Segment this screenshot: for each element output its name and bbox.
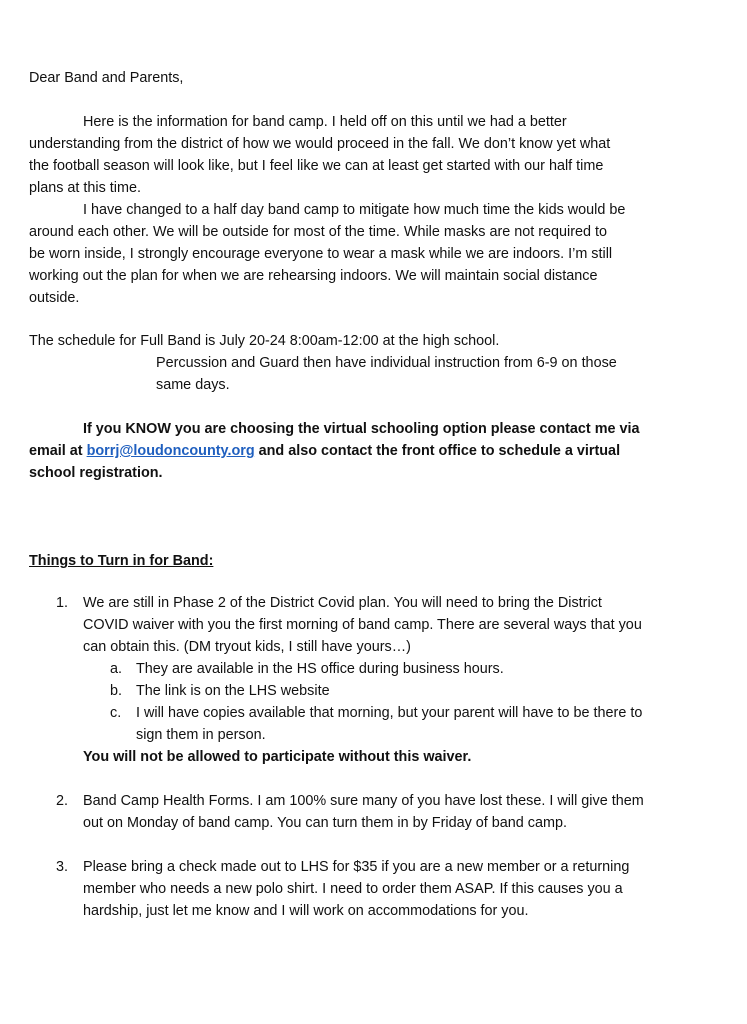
things-heading: Things to Turn in for Band: [29, 553, 214, 569]
subitem-c-line-1: I will have copies available that morning, but your parent will have to be there to [136, 705, 643, 721]
item-2-number: 2. [56, 793, 69, 809]
subitem-c-line-2: sign them in person. [136, 727, 266, 743]
waiver-note: You will not be allowed to participate without this waiver. [83, 749, 472, 765]
paragraph-1-line-1: Here is the information for band camp. I held off on this until we had a better [83, 114, 567, 130]
subitem-b-line-1: The link is on the LHS website [136, 683, 330, 699]
subitem-c-letter: c. [110, 705, 122, 721]
paragraph-2-line-4: working out the plan for when we are rehearsing indoors. We will maintain social distance [29, 268, 598, 284]
item-3-line-3: hardship, just let me know and I will work on accommodations for you. [83, 903, 529, 919]
item-1-number: 1. [56, 595, 69, 611]
paragraph-1-line-4: plans at this time. [29, 180, 141, 196]
item-1-line-1: We are still in Phase 2 of the District Covid plan. You will need to bring the District [83, 595, 602, 611]
item-2-line-1: Band Camp Health Forms. I am 100% sure many of you have lost these. I will give them [83, 793, 644, 809]
subitem-a-line-1: They are available in the HS office during business hours. [136, 661, 504, 677]
paragraph-1-line-2: understanding from the district of how we would proceed in the fall. We don’t know yet what [29, 136, 611, 152]
subitem-b-letter: b. [110, 683, 123, 699]
virtual-line-1: If you KNOW you are choosing the virtual schooling option please contact me via [83, 421, 640, 437]
schedule-line-3: same days. [156, 377, 230, 393]
paragraph-2-line-5: outside. [29, 290, 80, 306]
subitem-a-letter: a. [110, 661, 123, 677]
item-3-line-2: member who needs a new polo shirt. I need to order them ASAP. If this causes you a [83, 881, 623, 897]
email-link[interactable]: borrj@loudoncounty.org [86, 443, 255, 459]
item-3-line-1: Please bring a check made out to LHS for $35 if you are a new member or a returning [83, 859, 630, 875]
schedule-line-2: Percussion and Guard then have individual instruction from 6-9 on those [156, 355, 617, 371]
paragraph-2-line-2: around each other. We will be outside for most of the time. While masks are not required to [29, 224, 608, 240]
item-1-line-2: COVID waiver with you the first morning of band camp. There are several ways that you [83, 617, 642, 633]
item-3-number: 3. [56, 859, 69, 875]
paragraph-1-line-3: the football season will look like, but I feel like we can at least get started with our half time [29, 158, 604, 174]
greeting: Dear Band and Parents, [29, 70, 184, 86]
virtual-email-suffix: and also contact the front office to schedule a virtual [254, 443, 621, 459]
paragraph-2-line-3: be worn inside, I strongly encourage everyone to wear a mask while we are indoors. I’m still [29, 246, 613, 262]
schedule-line-1: The schedule for Full Band is July 20-24 8:00am-12:00 at the high school. [29, 333, 500, 349]
item-2-line-2: out on Monday of band camp. You can turn them in by Friday of band camp. [83, 815, 567, 831]
virtual-email-prefix: email at [29, 443, 87, 459]
paragraph-2-line-1: I have changed to a half day band camp to mitigate how much time the kids would be [83, 202, 626, 218]
virtual-line-3: school registration. [29, 465, 163, 481]
virtual-line-2 [29, 440, 620, 462]
item-1-line-3: can obtain this. (DM tryout kids, I still have yours…) [83, 639, 411, 655]
